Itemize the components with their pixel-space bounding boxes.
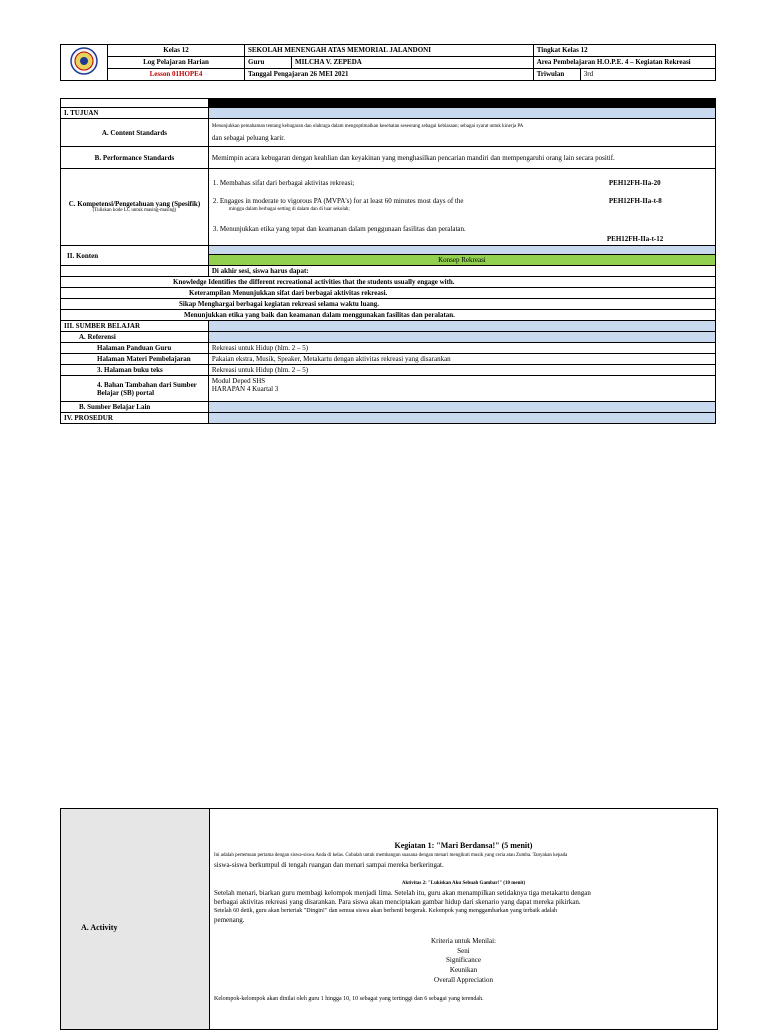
performance-standards-label: B. Performance Standards (61, 147, 209, 169)
references-heading: A. Referensi (61, 332, 209, 343)
competency-1: 1. Membahas sifat dari berbagai aktivitas rekreasi; (212, 179, 355, 187)
activity-2-text-a: Setelah menari, biarkan guru membagi kelompok menjadi lima. Setelah itu, guru akan menampilkan setidaknya tiga metakartu dengan (214, 889, 591, 897)
area-label: Area Pembelajaran H.O.P.E. 4 – Kegiatan Rekreasi (533, 57, 715, 69)
teacher-label: Guru (245, 57, 292, 69)
criteria-item: Overall Appreciation (434, 976, 493, 984)
teaching-date: Tanggal Pengajaran 26 MEI 2021 (245, 69, 534, 81)
activity-footer: Kelompok-kelompok akan dinilai oleh guru 1 hingga 10, 10 sebagai yang tertinggi dan 6 sebagai yang terendah. (214, 996, 484, 1002)
criteria-item: Seni (457, 947, 470, 955)
activity-2-text-d: pemenang. (214, 916, 245, 924)
objectives-heading: I. TUJUAN (61, 108, 209, 119)
competency-label: C. Kompetensi/Pengetahuan yang (Spesifik) (68, 200, 201, 208)
additional-materials-label: 4. Bahan Tambahan dari Sumber Belajar (SB) portal (61, 376, 209, 402)
objective-attitude: Sikap Menghargai berbagai kegiatan rekreasi selama waktu luang. (61, 299, 716, 310)
material-pages-value: Pakaian ekstra, Musik, Speaker, Metakartu dengan aktivitas rekreasi yang disarankan (208, 354, 715, 365)
other-resources-label: B. Sumber Belajar Lain (61, 402, 209, 413)
lesson-plan-table (60, 98, 716, 424)
criteria-item: Significance (446, 956, 481, 964)
content-standards-text: Menunjukkan pemahaman tentang kebugaran dan olahraga dalam mengoptimalkan kesehatan seseorang sebagai kebiasaan; sebagai syarat untuk kinerja PA (211, 123, 524, 129)
content-heading: II. Konten (61, 246, 209, 266)
quarter-label: Triwulan (533, 69, 580, 81)
procedure-heading: IV. PROSEDUR (61, 413, 209, 424)
resources-heading: III. SUMBER BELAJAR (61, 321, 209, 332)
objective-skills: Keterampilan Menunjukkan sifat dari berbagai aktivitas rekreasi. (61, 288, 716, 299)
criteria-item: Keunikan (449, 966, 478, 974)
textbook-pages-value: Rekreasi untuk Hidup (hlm. 2 – 5) (208, 365, 715, 376)
objective-values: Menunjukkan etika yang baik dan keamanan dalam menggunakan fasilitas dan peralatan. (61, 310, 716, 321)
end-of-session: Di akhir sesi, siswa harus dapat: (208, 266, 715, 277)
guide-pages-label: Halaman Panduan Guru (61, 343, 209, 354)
activity-1-text: Ini adalah pertemuan pertama dengan siswa-siswa Anda di kelas. Cobalah untuk membangun suasana dengan menari mengikuti musik yang ceria atau Zumba. Tanyakan kepada (214, 853, 568, 858)
guide-pages-value: Rekreasi untuk Hidup (hlm. 2 – 5) (208, 343, 715, 354)
content-value: Konsep Rekreasi (208, 255, 715, 266)
additional-materials-value-1: Modul Deped SHS (211, 377, 266, 385)
activity-1-title: Kegiatan 1: "Mari Berdansa!" (5 menit) (394, 841, 533, 850)
activity-2-text-b: berbagai aktivitas rekreasi yang disarankan. Para siswa akan menciptakan gambar hidup dari skenario yang dapat mereka pikirkan. (214, 898, 581, 906)
level-label: Tingkat Kelas 12 (533, 45, 715, 57)
content-standards-label: A. Content Standards (61, 119, 209, 147)
activity-2-title: Aktivitas 2: "Lukiskan Aku Sebuah Gambar!" (10 menit) (401, 881, 526, 886)
grade-label: Kelas 12 (108, 45, 245, 57)
additional-materials-value-2: HARAPAN 4 Kuartal 3 (211, 385, 279, 393)
log-label: Log Pelajaran Harian (108, 57, 245, 69)
competency-3: 3. Menunjukkan etika yang tepat dan keamanan dalam penggunaan fasilitas dan peralatan. (212, 225, 466, 233)
quarter-value: 3rd (580, 69, 715, 81)
activity-label: A. Activity (81, 923, 118, 932)
objective-knowledge: Knowledge Identifies the different recreational activities that the students usually engage with. (61, 277, 716, 288)
competency-2: 2. Engages in moderate to vigorous PA (MVPA's) for at least 60 minutes most days of the (212, 197, 464, 205)
criteria-title: Kriteria untuk Menilai: (431, 937, 496, 945)
deped-logo-cell (61, 45, 108, 81)
competency-note: (Tuliskan kode LC untuk masing-masing) (92, 208, 177, 213)
teacher-name: MILCHA V. ZEPEDA (292, 57, 534, 69)
activity-section (60, 808, 718, 1030)
activity-content (210, 809, 717, 1029)
activity-2-text-c: Setelah 60 detik, guru akan berteriak "Dingin!" dan semua siswa akan berhenti bergerak. Kelompok yang menggambarkan yang terbaik adalah (214, 908, 558, 914)
school-name: SEKOLAH MENENGAH ATAS MEMORIAL JALANDONI (245, 45, 534, 57)
activity-1-text-b: siswa-siswa berkumpul di tengah ruangan dan menari sampai mereka berkeringat. (214, 861, 444, 869)
material-pages-label: Halaman Materi Pembelajaran (61, 354, 209, 365)
competency-1-code: PEH12FH-IIa-20 (608, 179, 661, 187)
performance-standards-text: Memimpin acara kebugaran dengan keahlian dan keyakinan yang menghasilkan pencarian mandiri dan mempengaruhi orang lain secara positif. (208, 147, 715, 169)
competency-3-code: PEH12FH-IIa-t-12 (606, 235, 664, 243)
competency-2-code: PEH12FH-IIa-t-8 (608, 197, 662, 205)
deped-seal-icon (69, 46, 99, 76)
textbook-pages-label: 3. Halaman buku teks (61, 365, 209, 376)
content-standards-text2: dan sebagai peluang karir. (211, 133, 285, 142)
lesson-label: Lesson 01HOPE4 (108, 69, 245, 81)
competency-2b: minggu dalam berbagai setting di dalam dan di luar sekolah; (228, 207, 350, 212)
activity-label-cell (61, 809, 210, 1029)
header-table (60, 44, 716, 81)
